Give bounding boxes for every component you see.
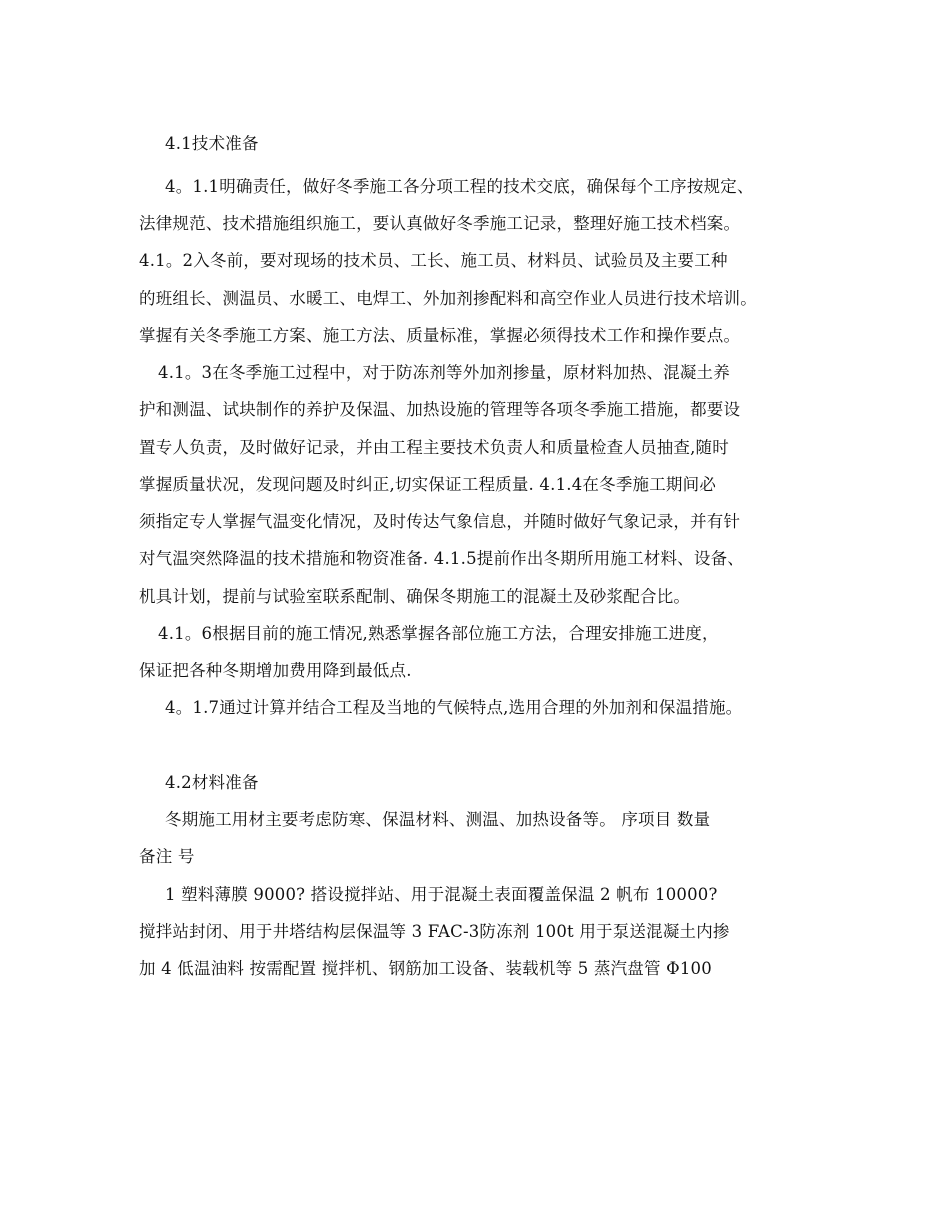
paragraph-line: 4.1。3在冬季施工过程中，对于防冻剂等外加剂掺量，原材料加热、混凝土养 xyxy=(158,363,730,382)
paragraph-line: 1 塑料薄膜 9000? 搭设搅拌站、用于混凝土表面覆盖保温 2 帆布 10000? xyxy=(165,885,718,904)
section-heading-4-1: 4.1技术准备 xyxy=(165,134,259,153)
paragraph-line: 掌握质量状况，发现问题及时纠正,切实保证工程质量. 4.1.4在冬季施工期间必 xyxy=(139,475,717,494)
paragraph-line: 冬期施工用材主要考虑防寒、保温材料、测温、加热设备等。 序项目 数量 xyxy=(165,810,711,829)
paragraph-line: 备注 号 xyxy=(139,847,195,866)
paragraph-line: 4.1。2入冬前，要对现场的技术员、工长、施工员、材料员、试验员及主要工种 xyxy=(139,251,728,270)
paragraph-line: 掌握有关冬季施工方案、施工方法、质量标准，掌握必须得技术工作和操作要点。 xyxy=(139,326,741,345)
paragraph-line: 置专人负责，及时做好记录，并由工程主要技术负责人和质量检查人员抽查,随时 xyxy=(139,438,729,457)
paragraph-line: 对气温突然降温的技术措施和物资准备. 4.1.5提前作出冬期所用施工材料、设备、 xyxy=(139,549,744,568)
paragraph-line: 搅拌站封闭、用于井塔结构层保温等 3 FAC-3防冻剂 100t 用于泵送混凝土内掺 xyxy=(139,922,730,941)
paragraph-line: 4。1.1明确责任，做好冬季施工各分项工程的技术交底，确保每个工序按规定、 xyxy=(165,177,754,196)
paragraph-line: 须指定专人掌握气温变化情况，及时传达气象信息，并随时做好气象记录，并有针 xyxy=(139,512,741,531)
paragraph-line: 4.1。6根据目前的施工情况,熟悉掌握各部位施工方法，合理安排施工进度， xyxy=(158,624,719,643)
paragraph-line: 机具计划，提前与试验室联系配制、确保冬期施工的混凝土及砂浆配合比。 xyxy=(139,587,691,606)
paragraph-line: 法律规范、技术措施组织施工，要认真做好冬季施工记录，整理好施工技术档案。 xyxy=(139,214,741,233)
section-heading-4-2: 4.2材料准备 xyxy=(165,773,259,792)
paragraph-line: 4。1.7通过计算并结合工程及当地的气候特点,选用合理的外加剂和保温措施。 xyxy=(165,698,743,717)
paragraph-line: 护和测温、试块制作的养护及保温、加热设施的管理等各项冬季施工措施，都要设 xyxy=(139,400,741,419)
paragraph-line: 保证把各种冬期增加费用降到最低点. xyxy=(139,661,412,680)
paragraph-line: 的班组长、测温员、水暖工、电焊工、外加剂掺配料和高空作业人员进行技术培训。 xyxy=(139,289,757,308)
paragraph-line: 加 4 低温油料 按需配置 搅拌机、钢筋加工设备、装载机等 5 蒸汽盘管 Φ100 xyxy=(139,959,712,978)
